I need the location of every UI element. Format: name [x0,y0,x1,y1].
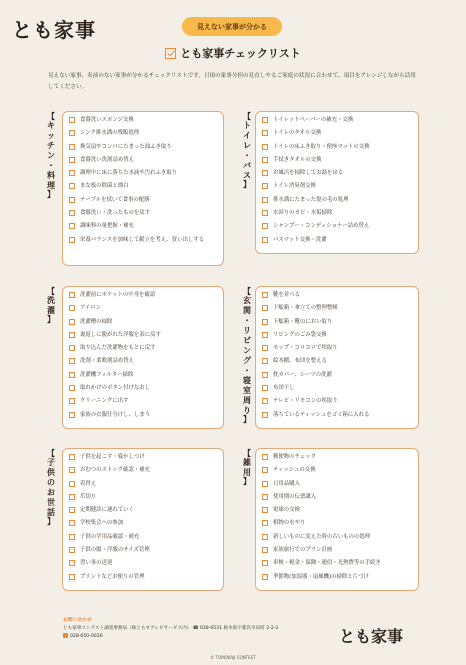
checklist-item-label: 家族の衣服仕分けし、しまう [80,411,151,418]
contact-phone-number: 028-650-0026 [70,634,103,639]
checkbox[interactable] [69,237,75,243]
checklist-item-label: 調理中に床に落ちた水滴や汚れふき取り [80,170,178,177]
checklist-item [69,210,217,216]
checklist-item [262,144,412,150]
checkbox[interactable] [262,345,268,351]
section-label-char: 世 [47,498,55,507]
section-box-kitchen [62,111,224,266]
checklist-item [69,117,217,123]
checkbox[interactable] [262,454,268,460]
checklist-item-label: お風呂を掃除してお湯をはる [273,170,344,177]
checklist-item [69,507,217,513]
section-label-char: 雑 [243,458,251,467]
checkbox[interactable] [262,385,268,391]
checklist-item-label: 新しいものに変えた時の古いものの処理 [273,533,371,540]
contact-address: とも家事コンテスト調査事務局（株ともすアレビサービス内） ☎ 028-6531 栃木県宇都宮市田町 2-2-2 [63,626,279,631]
checklist-item [69,534,217,540]
section-label-char: 料 [47,171,55,180]
checklist-item-label: 車検・税金・保険・通信・光熱費等の手続き [273,560,381,567]
checklist-item [69,412,217,418]
checklist-item [69,467,217,473]
intro-text: 見えない家事、名前のない家事が分かるチェックリストです。日頃の家事分担の見直しやるご家庭の状況に合わせて、項目をアレンジしながら活用してください。 [48,73,416,90]
checklist-item-label: 洗剤・柔軟剤詰め替え [80,358,134,365]
checklist-item-label: シャンプー・コンディショナー詰め替え [273,223,370,230]
checklist-item-label: おむつのストック確認・補充 [80,467,150,474]
section-label-char: ・ [243,151,251,160]
checklist-item-label: 郵便物のチェック [273,454,316,460]
checklist-item-label: 季節物(加湿器・扇風機)の掃除と片づけ [273,573,369,580]
checkbox[interactable] [262,358,268,364]
checklist-item-label: 排水溝にたまった髪の毛の処理 [273,196,349,203]
checkbox[interactable] [262,144,268,150]
checklist-item-label: 食器洗い洗剤詰め替え [80,156,134,163]
bracket-open: 【 [243,287,251,296]
section-box-misc [255,448,419,591]
checklist-item [262,385,412,391]
section-label-char: ン [47,151,55,160]
checkbox[interactable] [262,237,268,243]
checkbox[interactable] [69,385,75,391]
checkbox[interactable] [69,520,75,526]
section-box-childcare [62,448,224,591]
checklist-item-label: 取り込んだ洗濯物をもとに戻す [80,345,156,352]
checklist-item [69,358,217,364]
checklist-item [69,332,217,338]
checklist-item [262,547,412,553]
checkbox[interactable] [262,319,268,325]
section-label-char: り [243,406,251,415]
checklist-item-label: バスマット交換・洗濯 [273,236,327,243]
checklist-item [69,574,217,580]
checklist-item [69,223,217,229]
checkbox[interactable] [262,223,268,229]
checklist-item-label: 家族旅行でのプラン計画 [273,547,333,554]
section-label-living [240,288,254,424]
checklist-item [69,398,217,404]
checklist-item [262,183,412,189]
section-label-char: レ [243,141,251,150]
checklist-item [262,454,412,460]
section-label-char: 寝 [243,376,251,385]
checklist-item [262,560,412,566]
checkbox[interactable] [69,292,75,298]
section-label-char: ン [243,346,251,355]
checkbox[interactable] [69,507,75,513]
bracket-open: 【 [243,112,251,121]
section-label-char: リ [243,326,251,335]
checklist-item-label: 落ちているティッシュをゴミ箱に入れる [273,411,370,418]
checklist-item [262,292,412,298]
section-label-char: の [47,478,55,487]
checkbox[interactable] [262,574,268,580]
bracket-close: 】 [47,315,55,324]
checklist-item-label: 下駄箱・傘立ての整理整頓 [273,305,338,312]
checklist-item [69,292,217,298]
checkbox[interactable] [69,560,75,566]
contact-heading: お問い合わせ [63,618,92,623]
checklist-item [262,157,412,163]
checkbox[interactable] [262,520,268,526]
section-label-char: ト [243,121,251,130]
section-label-char: お [47,488,55,497]
checklist-item-label: 定期健診に連れていく [80,507,134,514]
checklist-item [69,130,217,136]
section-label-char: ・ [47,161,55,170]
checklist-item [262,117,412,123]
section-label-char: イ [243,131,251,140]
checklist-item-label: トイレ消臭剤交換 [273,183,316,190]
checkbox[interactable] [69,223,75,229]
logo-top: とも家事 [12,18,96,42]
section-label-char: ッ [47,131,55,140]
bracket-close: 】 [243,180,251,189]
checkbox[interactable] [262,398,268,404]
checklist-item-label: 着替え [80,480,97,487]
checkbox[interactable] [262,481,268,487]
section-label-char: 洗 [47,296,55,305]
checklist-item [262,467,412,473]
checkbox[interactable] [69,305,75,311]
section-label-kitchen [44,113,58,199]
checkbox[interactable] [262,534,268,540]
checklist-item [69,481,217,487]
checkbox[interactable] [69,494,75,500]
checklist-item-label: 食器洗い・洗ったものを戻す [80,210,151,217]
checklist-item-label: トイレットペーパーの補充・交換 [273,117,354,123]
checklist-item [262,494,412,500]
checklist-item-label: 絵本棚、布団を整える [273,358,327,365]
checklist-item-label: テレビ・リモコンの埃取り [273,398,338,405]
checklist-item [69,385,217,391]
checklist-item-label: 電球の交換 [273,507,300,514]
checkbox[interactable] [69,454,75,460]
checklist-item [69,170,217,176]
checklist-item [262,223,412,229]
checklist-item [262,481,412,487]
section-label-misc [240,450,254,486]
checklist-item-label: 食器洗いスポンジ交換 [80,117,134,123]
checkbox[interactable] [69,183,75,189]
checklist-item [69,547,217,553]
checklist-item-label: まな板の除菌と漂白 [80,183,129,190]
checkbox[interactable] [262,547,268,553]
checklist-item-label: 調味料の量把握・補充 [80,223,134,230]
checklist-item-label: 換気扇やコンロにたまった油ふき取り [80,143,172,150]
checkbox[interactable] [69,170,75,176]
checklist-item [262,130,412,136]
checklist-item-label: クリーニングに出す [80,398,129,405]
checklist-item [69,494,217,500]
checklist-item [69,454,217,460]
checkbox[interactable] [262,130,268,136]
checkbox[interactable] [262,494,268,500]
checklist-item-label: 洗濯槽の掃除 [80,318,113,325]
section-label-char: 濯 [47,306,55,315]
checklist-item [262,574,412,580]
copyright: © TOMOKAJI CONTEST [210,655,256,660]
checkbox[interactable] [69,534,75,540]
checklist-item [69,305,217,311]
checklist-item [262,170,412,176]
checkbox[interactable] [69,372,75,378]
checkbox[interactable] [262,467,268,473]
checklist-item-label: 水回りのカビ・水垢掃除 [273,210,333,217]
checklist-item [262,398,412,404]
section-label-char: チ [47,141,55,150]
checklist-item-label: リビングのごみ袋交換 [273,331,327,338]
footer-contact [63,617,278,641]
checkbox[interactable] [69,547,75,553]
checklist-item-label: 枕カバー、シーツの洗濯 [273,371,332,378]
checkbox[interactable] [69,574,75,580]
section-label-char: 関 [243,306,251,315]
section-label-char: ・ [243,366,251,375]
section-label-char: 玄 [243,296,251,305]
checklist-item [262,358,412,364]
checklist-item [69,157,217,163]
section-box-living [255,286,419,429]
section-label-char: ビ [243,336,251,345]
checklist-item-label: 手拭きタオルの交換 [273,156,322,163]
checklist-item-label: 植物の水やり [273,520,306,527]
checklist-item [69,183,217,189]
bracket-open: 【 [47,449,55,458]
checklist-item-label: トイレの床ふき取り・便座マットの交換 [273,143,370,150]
checklist-item-label: 布団干し [273,385,295,392]
section-label-char: ス [243,171,251,180]
checkbox[interactable] [262,117,268,123]
checkbox[interactable] [69,319,75,325]
section-label-char: キ [47,121,55,130]
checklist-item-label: 習い事の送迎 [80,560,113,567]
checkbox[interactable] [262,210,268,216]
checklist-item-label: テーブルを拭いて食事の配膳 [80,196,150,203]
checkbox[interactable] [69,157,75,163]
checklist-item [69,237,217,243]
checkbox[interactable] [69,398,75,404]
checklist-item-label: 下駄箱・靴のにおい取り [273,318,333,325]
checkbox[interactable] [69,358,75,364]
checkbox[interactable] [262,183,268,189]
phone-icon [63,633,68,638]
checklist-item [69,197,217,203]
section-label-char: 周 [243,396,251,405]
checkbox[interactable] [262,412,268,418]
checkbox[interactable] [262,170,268,176]
checkbox[interactable] [262,560,268,566]
checkbox[interactable] [69,332,75,338]
checklist-item [262,534,412,540]
checkbox[interactable] [69,144,75,150]
checklist-item [69,520,217,526]
bracket-open: 【 [243,449,251,458]
checklist-item [262,412,412,418]
checkbox[interactable] [69,210,75,216]
checklist-item-label: 栄養バランスを加味して献立を考え、買い出しする [80,236,205,243]
checklist-item-label: トイレのタオル交換 [273,130,322,137]
checklist-item [69,319,217,325]
section-label-char: 供 [47,468,55,477]
section-label-childcare [44,450,58,526]
checklist-item [262,372,412,378]
checklist-item-label: 使用期の伝票講入 [273,493,317,500]
checklist-item [262,319,412,325]
section-box-laundry [62,286,224,429]
checklist-item-label: 子供の学用品確認・補充 [80,533,140,540]
checklist-item-label: 学校集会への参加 [80,520,124,527]
checklist-item-label: モップ・コロコロで埃取り [273,345,338,352]
subtitle-pill: 見えない家事が分かる [182,17,282,36]
section-label-laundry [44,288,58,324]
bracket-close: 】 [243,415,251,424]
section-label-char: ・ [243,316,251,325]
checklist-item-label: 爪切り [80,493,97,500]
page-title: とも家事チェックリスト [180,47,301,60]
page-title-row [0,45,466,61]
checkbox[interactable] [262,305,268,311]
checklist-item [262,520,412,526]
checkbox[interactable] [262,507,268,513]
checklist-item-label: 日用品購入 [273,480,300,487]
checklist-item-label: 洗濯前にポケットの中身を確認 [80,292,156,298]
checklist-item [262,197,412,203]
checklist-item [262,332,412,338]
checkbox[interactable] [69,117,75,123]
bracket-close: 】 [47,190,55,199]
checkbox[interactable] [262,292,268,298]
checklist-item-label: 裏返しに脱がれた洋服を表に戻す [80,331,161,338]
section-label-char: バ [243,161,251,170]
checklist-item-label: 子供を起こす・寝かしつけ [80,454,145,460]
section-label-char: 子 [47,458,55,467]
checkbox[interactable] [69,412,75,418]
section-label-char: 理 [47,181,55,190]
checkbox[interactable] [262,157,268,163]
checkbox[interactable] [69,467,75,473]
section-label-char: 話 [47,508,55,517]
checkbox[interactable] [69,345,75,351]
checklist-item-label: 子供の服・洋服のサイズ管理 [80,547,150,554]
checkbox[interactable] [262,197,268,203]
checklist-item-label: アイロン [80,305,102,312]
checklist-item [69,345,217,351]
checklist-item [262,210,412,216]
section-label-char: グ [243,356,251,365]
checkbox[interactable] [262,332,268,338]
bracket-open: 【 [47,112,55,121]
bracket-close: 】 [47,517,55,526]
checklist-item [262,305,412,311]
checklist-item-label: プリントなどお便りの管理 [80,573,145,580]
section-box-toilet-bath [255,111,419,254]
checklist-item [262,507,412,513]
checklist-item [69,372,217,378]
bracket-open: 【 [47,287,55,296]
logo-bottom: とも家事 [339,627,404,646]
checklist-item [69,560,217,566]
checklist-item-label: 洗濯機フィルター掃除 [80,371,134,378]
bracket-close: 】 [243,477,251,486]
checklist-item-label: 靴を並べる [273,292,300,298]
checklist-item [69,144,217,150]
checkbox[interactable] [69,130,75,136]
checklist-item-label: シンク排水溝の残飯処理 [80,130,140,137]
checklist-item-label: ティッシュの交換 [273,467,316,474]
checklist-item-label: 取れかけのボタン付けなおし [80,385,151,392]
checklist-item [262,345,412,351]
contact-phone [63,633,278,641]
checkbox[interactable] [262,372,268,378]
checkbox-icon [165,48,176,59]
section-label-toilet-bath [240,113,254,189]
checkbox[interactable] [69,481,75,487]
section-label-char: 室 [243,386,251,395]
checklist-item [262,237,412,243]
checkbox[interactable] [69,197,75,203]
section-label-char: 用 [243,468,251,477]
